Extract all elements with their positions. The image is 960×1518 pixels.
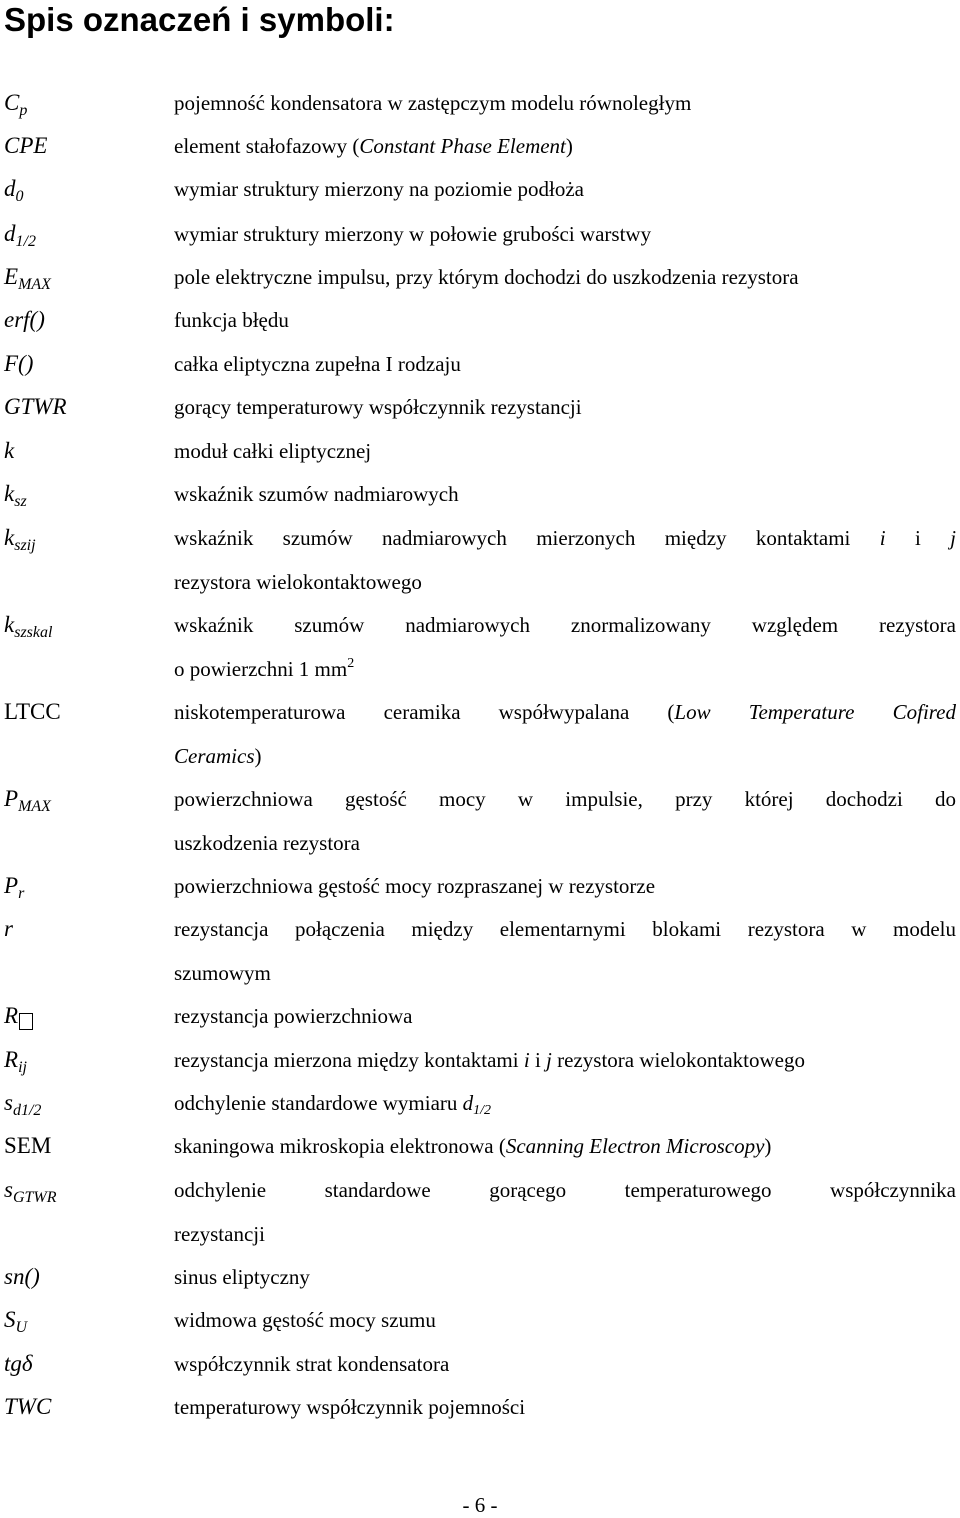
definition-su: widmowa gęstość mocy szumu xyxy=(174,1308,436,1332)
definition-d0: wymiar struktury mierzony na poziomie podłoża xyxy=(174,177,584,201)
definition-rij: rezystancja mierzona między kontaktami i i j rezystora wielokontaktowego xyxy=(174,1048,805,1072)
symbol-kszskal: $k_{szskal}$ xyxy=(4,612,53,641)
symbol-sn: sn() xyxy=(4,1264,40,1289)
symbol-r-square: R xyxy=(4,1002,33,1030)
symbol-sem: SEM xyxy=(4,1133,52,1158)
definition-ksz: wskaźnik szumów nadmiarowych xyxy=(174,482,459,506)
definition-r-square: rezystancja powierzchniowa xyxy=(174,1004,413,1028)
symbol-gtwr: GTWR xyxy=(4,394,67,419)
symbol-ksz: $k_{sz}$ xyxy=(4,481,27,510)
definition-tgdelta: współczynnik strat kondensatora xyxy=(174,1352,450,1376)
definition-sd1-2: odchylenie standardowe wymiaru $d_{1/2}$ xyxy=(174,1091,492,1118)
symbol-twc: TWC xyxy=(4,1394,52,1419)
definition-d1-2: wymiar struktury mierzony w połowie grubości warstwy xyxy=(174,222,652,246)
definition-kszskal: wskaźnik szumów nadmiarowych znormalizowany względem rezystora o powierzchni 1 $mm^2$ xyxy=(174,613,956,681)
symbol-d0: $d_0$ xyxy=(4,176,24,205)
symbol-pmax: $P_{MAX}$ xyxy=(4,786,51,815)
symbol-r: r xyxy=(4,916,13,941)
symbol-sd1-2: $s_{d1/2}$ xyxy=(4,1090,42,1119)
symbol-erf: erf() xyxy=(4,307,45,332)
symbol-cp: $C_p$ xyxy=(4,90,28,119)
definition-pmax: powierzchniowa gęstość mocy w impulsie, przy której dochodzi do uszkodzenia rezystora xyxy=(174,787,956,855)
symbol-kszij: $k_{szij}$ xyxy=(4,525,36,554)
symbol-cpe: CPE xyxy=(4,133,48,158)
definition-cpe: element stałofazowy (Constant Phase Element) xyxy=(174,134,573,158)
definition-sn: sinus eliptyczny xyxy=(174,1265,310,1289)
page-number: - 6 - xyxy=(462,1493,498,1517)
symbol-su: $S_U$ xyxy=(4,1307,28,1336)
symbol-ltcc: LTCC xyxy=(4,699,61,724)
symbol-sgtwr: $s_{GTWR}$ xyxy=(4,1177,57,1206)
definition-gtwr: gorący temperaturowy współczynnik rezystancji xyxy=(174,395,582,419)
definition-emax: pole elektryczne impulsu, przy którym dochodzi do uszkodzenia rezystora xyxy=(174,265,799,289)
square-icon xyxy=(19,1013,33,1030)
symbol-f: F() xyxy=(4,351,34,376)
page-title: Spis oznaczeń i symboli: xyxy=(4,1,395,38)
definition-kszij: wskaźnik szumów nadmiarowych mierzonych między kontaktami i i j rezystora wielokontaktowego xyxy=(174,526,956,594)
definition-sgtwr: odchylenie standardowe gorącego temperaturowego współczynnika rezystancji xyxy=(174,1178,956,1246)
definition-twc: temperaturowy współczynnik pojemności xyxy=(174,1395,526,1419)
definition-cp: pojemność kondensatora w zastępczym modelu równoległym xyxy=(174,91,692,115)
symbol-pr: $P_r$ xyxy=(4,873,25,902)
symbol-k: k xyxy=(4,438,15,463)
symbol-tgdelta: tgδ xyxy=(4,1351,33,1376)
definition-r: rezystancja połączenia między elementarnymi blokami rezystora w modelu szumowym xyxy=(174,917,956,985)
definition-sem: skaningowa mikroskopia elektronowa (Scanning Electron Microscopy) xyxy=(174,1134,772,1158)
definition-pr: powierzchniowa gęstość mocy rozpraszanej w rezystorze xyxy=(174,874,656,898)
symbol-d1-2: $d_{1/2}$ xyxy=(4,221,36,250)
symbol-emax: $E_{MAX}$ xyxy=(4,264,51,293)
definition-ltcc: niskotemperaturowa ceramika współwypalana (Low Temperature Cofired Ceramics) xyxy=(174,700,956,768)
definition-k: moduł całki eliptycznej xyxy=(174,439,372,463)
definition-f: całka eliptyczna zupełna I rodzaju xyxy=(174,352,461,376)
symbol-rij: $R_{ij}$ xyxy=(4,1047,27,1076)
definition-erf: funkcja błędu xyxy=(174,308,289,332)
